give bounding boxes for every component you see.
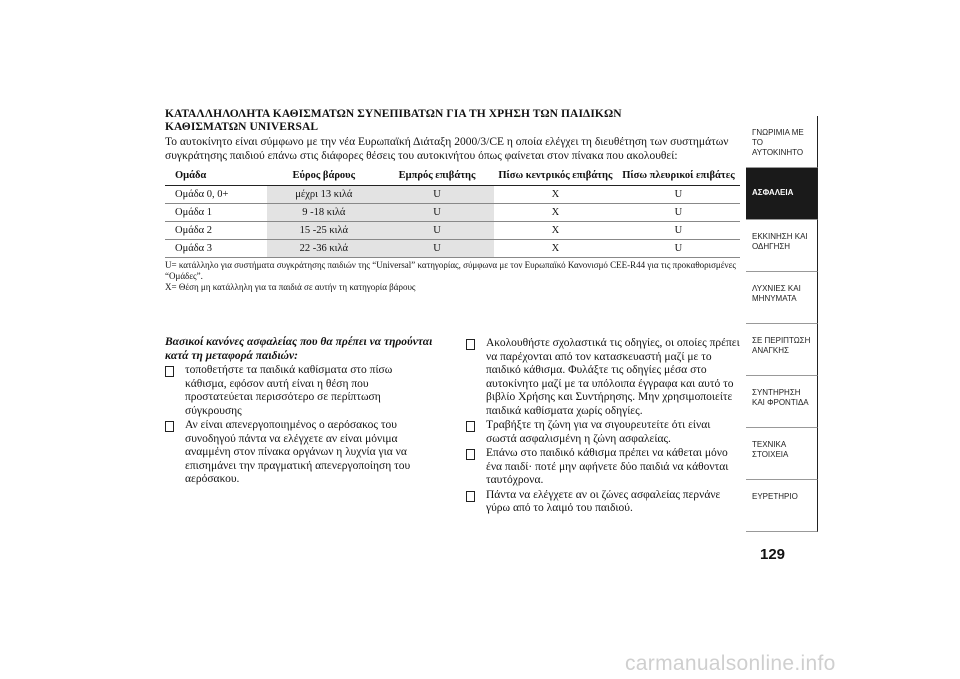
list-item bbox=[466, 337, 740, 418]
main-content bbox=[165, 108, 740, 293]
cell-rear-center: X bbox=[494, 240, 617, 258]
column-header-rear-center: Πίσω κεντρικός επιβάτης bbox=[494, 167, 617, 186]
right-column bbox=[466, 336, 740, 516]
tab-maintenance[interactable] bbox=[746, 376, 818, 428]
list-item-text: Ακολουθήστε σχολαστικά τις οδηγίες, οι οποίες πρέπει να παρέχονται από τον κατασκευαστή μαζί με το παιδικό κάθισμα. Φυλάξτε τις οδηγίες μέσα στο αυτοκίνητο μαζί με τα υπόλοιπα έγγραφα και αυτό το βιβλίο Χρήσης και Συντήρησης. Μην χρησιμοποιείτε παιδικά καθίσματα χωρίς οδηγίες. bbox=[486, 337, 740, 417]
watermark-text: carmanualsonline.info bbox=[625, 652, 836, 675]
cell-group: Ομάδα 0, 0+ bbox=[165, 186, 267, 204]
cell-rear-center: X bbox=[494, 222, 617, 240]
table-row bbox=[165, 186, 740, 204]
tab-technical-data[interactable] bbox=[746, 428, 818, 480]
cell-weight: 22 -36 κιλά bbox=[267, 240, 380, 258]
checkbox-bullet-icon bbox=[466, 339, 475, 350]
left-column bbox=[165, 336, 435, 487]
cell-front: U bbox=[380, 240, 494, 258]
list-item-text: Επάνω στο παιδικό κάθισμα πρέπει να κάθεται μόνο ένα παιδί· ποτέ μην αφήνετε δύο παιδιά να κάθονται ταυτόχρονα. bbox=[486, 447, 729, 486]
list-item-text: τοποθετήστε τα παιδικά καθίσματα στο πίσω κάθισμα, εφόσον αυτή είναι η θέση που προστατεύεται περισσότερο σε περίπτωση σύγκρουσης bbox=[185, 364, 393, 417]
checkbox-bullet-icon bbox=[165, 421, 174, 432]
cell-weight: 9 -18 κιλά bbox=[267, 204, 380, 222]
tab-emergency[interactable] bbox=[746, 324, 818, 376]
tab-starting-driving[interactable] bbox=[746, 220, 818, 272]
rules-subheading: Βασικοί κανόνες ασφαλείας που θα πρέπει να τηρούνται κατά τη μεταφορά παιδιών: bbox=[165, 336, 433, 362]
table-notes bbox=[165, 260, 740, 293]
cell-front: U bbox=[380, 222, 494, 240]
list-item bbox=[466, 419, 740, 446]
cell-weight: μέχρι 13 κιλά bbox=[267, 186, 380, 204]
list-item bbox=[165, 419, 435, 487]
cell-group: Ομάδα 2 bbox=[165, 222, 267, 240]
list-item bbox=[466, 489, 740, 516]
tab-label: ΕΥΡΕΤΗΡΙΟ bbox=[752, 492, 798, 501]
table-row bbox=[165, 240, 740, 258]
column-header-weight: Εύρος βάρους bbox=[267, 167, 380, 186]
cell-group: Ομάδα 1 bbox=[165, 204, 267, 222]
tab-index[interactable] bbox=[746, 480, 818, 532]
cell-front: U bbox=[380, 186, 494, 204]
intro-paragraph: Το αυτοκίνητο είναι σύμφωνο με την νέα Ευρωπαϊκή Διάταξη 2000/3/CE η οποία ελέγχει τη διευθέτηση των συστημάτων συγκράτησης παιδιού επάνω στις διάφορες θέσεις του αυτοκινήτου όπως φαίνεται στον πίνακα που ακολουθεί: bbox=[165, 136, 729, 162]
cell-rear-center: X bbox=[494, 186, 617, 204]
child-seat-table bbox=[165, 167, 740, 258]
tab-label: ΓΝΩΡΙΜΙΑ ΜΕ ΤΟ ΑΥΤΟΚΙΝΗΤΟ bbox=[752, 128, 804, 157]
cell-group: Ομάδα 3 bbox=[165, 240, 267, 258]
note-not-suitable: X= Θέση μη κατάλληλη για τα παιδιά σε αυτήν τη κατηγορία βάρους bbox=[165, 282, 416, 292]
table-row bbox=[165, 222, 740, 240]
checkbox-bullet-icon bbox=[466, 449, 475, 460]
list-item-text: Τραβήξτε τη ζώνη για να σιγουρευτείτε ότι είναι σωστά ασφαλισμένη η ζώνη ασφαλείας. bbox=[486, 419, 711, 445]
table-header-row bbox=[165, 167, 740, 186]
checkbox-bullet-icon bbox=[165, 366, 174, 377]
tab-label: ΕΚΚΙΝΗΣΗ ΚΑΙ ΟΔΗΓΗΣΗ bbox=[752, 232, 808, 251]
cell-rear-side: U bbox=[617, 240, 740, 258]
cell-front: U bbox=[380, 204, 494, 222]
cell-rear-side: U bbox=[617, 186, 740, 204]
checkbox-bullet-icon bbox=[466, 421, 475, 432]
tab-label: ΣΥΝΤΗΡΗΣΗ ΚΑΙ ΦΡΟΝΤΙΔΑ bbox=[752, 388, 809, 407]
section-title-line2: ΚΑΘΙΣΜΑΤΩΝ UNIVERSAL bbox=[165, 121, 319, 133]
list-item-text: Αν είναι απενεργοποιημένος ο αερόσακος του συνοδηγού πάντα να ελέγχετε αν είναι μόνιμα αναμμένη στον πίνακα οργάνων η λυχνία για να επισημάνει την πραγματική απενεργοποίηση του αερόσακου. bbox=[185, 419, 411, 485]
cell-rear-side: U bbox=[617, 204, 740, 222]
tab-label: ΛΥΧΝΙΕΣ ΚΑΙ ΜΗΝΥΜΑΤΑ bbox=[752, 284, 801, 303]
section-title-line1: ΚΑΤΑΛΛΗΛΟΛΗΤΑ ΚΑΘΙΣΜΑΤΩΝ ΣΥΝΕΠΙΒΑΤΩΝ ΓΙΑ ΤΗ ΧΡΗΣΗ ΤΩΝ ΠΑΙΔΙΚΩΝ bbox=[165, 108, 622, 120]
tab-getting-to-know[interactable] bbox=[746, 116, 818, 168]
tab-label: ΤΕΧΝΙΚΑ ΣΤΟΙΧΕΙΑ bbox=[752, 440, 789, 459]
tab-label: ΑΣΦΑΛΕΙΑ bbox=[752, 188, 794, 197]
column-header-front: Εμπρός επιβάτης bbox=[380, 167, 494, 186]
list-item bbox=[165, 364, 435, 418]
checkbox-bullet-icon bbox=[466, 491, 475, 502]
table-row bbox=[165, 204, 740, 222]
note-universal: U= κατάλληλο για συστήματα συγκράτησης παιδιών της “Universal” κατηγορίας, σύμφωνα με τον Ευρωπαϊκό Κανονισμό CEE-R44 για τις προκαθορισμένες “Ομάδες”. bbox=[165, 260, 736, 281]
tab-warning-lights[interactable] bbox=[746, 272, 818, 324]
list-item bbox=[466, 447, 740, 488]
chapter-sidebar bbox=[746, 116, 818, 532]
tab-label: ΣΕ ΠΕΡΙΠΤΩΣΗ ΑΝΑΓΚΗΣ bbox=[752, 336, 811, 355]
cell-rear-side: U bbox=[617, 222, 740, 240]
column-header-rear-side: Πίσω πλευρικοί επιβάτες bbox=[617, 167, 740, 186]
tab-safety[interactable] bbox=[746, 168, 818, 220]
cell-rear-center: X bbox=[494, 204, 617, 222]
cell-weight: 15 -25 κιλά bbox=[267, 222, 380, 240]
column-header-group: Ομάδα bbox=[165, 167, 267, 186]
list-item-text: Πάντα να ελέγχετε αν οι ζώνες ασφαλείας περνάνε γύρω από το λαιμό του παιδιού. bbox=[486, 488, 721, 514]
section-title bbox=[165, 108, 740, 134]
page-number: 129 bbox=[760, 546, 786, 563]
